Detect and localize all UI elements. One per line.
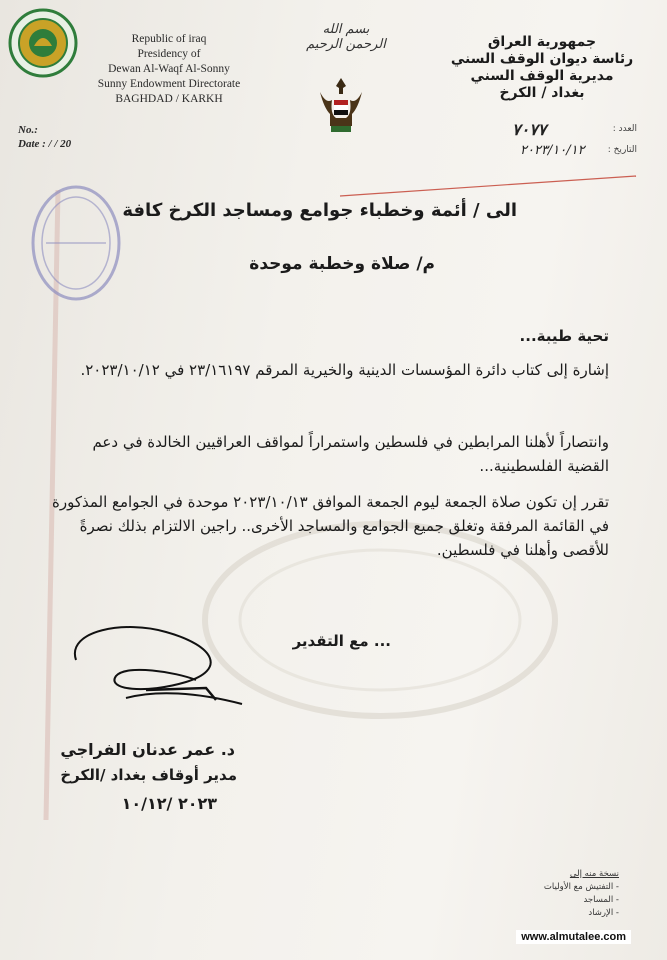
endowment-logo-icon [8, 8, 78, 78]
body-paragraph-reference: إشارة إلى كتاب دائرة المؤسسات الدينية والخيرية المرقم ٢٣/١٦١٩٧ في ٢٠٢٣/١٠/١٢. [80, 361, 609, 379]
letterhead-line: BAGHDAD / KARKH [115, 93, 223, 105]
letterhead-line: Presidency of [137, 48, 201, 60]
body-paragraph-support: وانتصاراً لأهلنا المرابطين في فلسطين واستمراراً لمواقف العراقيين الخالدة في دعم القضية الفلسطينية... [92, 433, 609, 475]
english-letterhead [74, 32, 264, 107]
closing-regards: ... مع التقدير [292, 632, 391, 650]
received-stamp-icon [30, 184, 122, 302]
letterhead-line: Dewan Al-Waqf Al-Sonny [108, 63, 230, 75]
letterhead-line: Sunny Endowment Directorate [97, 78, 241, 90]
body-paragraph-decision: تقرر إن تكون صلاة الجمعة ليوم الجمعة الموافق ٢٠٢٣/١٠/١٣ موحدة في الجوامع المذكورة في القائمة المرفقة وتغلق جميع الجوامع والمساجد الأخرى.. راجين الالتزام بذلك نصرةً للأقصى وأهلنا في فلسطين. [52, 493, 609, 559]
date-label: Date : / / 20 [18, 138, 72, 150]
copies-title: نسخة منه إلى [569, 869, 619, 879]
signer-title: مدير أوقاف بغداد /الكرخ [60, 766, 237, 784]
letterhead-line: مديرية الوقف السني [470, 68, 614, 84]
reference-number-label: العدد : [612, 124, 637, 134]
letterhead-line: بغداد / الكرخ [499, 85, 585, 101]
number-label: No.: [18, 124, 38, 136]
reference-date-value: ٢٠٢٣/١٠/١٢ [520, 143, 585, 158]
addressee-line: الى / أئمة وخطباء جوامع ومساجد الكرخ كافة [122, 200, 517, 221]
subject-line: م/ صلاة وخطبة موحدة [249, 254, 435, 274]
copies-list [469, 868, 619, 920]
handwritten-signature-icon [56, 620, 256, 720]
signature-date: ٢٠٢٣ /١٠/١٢ [121, 794, 217, 813]
arabic-letterhead [447, 34, 637, 102]
bismillah-calligraphy: بسم الله الرحمن الرحيم [306, 22, 386, 52]
reference-number-value: ٧٠٧٧ [512, 120, 547, 139]
site-watermark: www.almutalee.com [516, 930, 631, 944]
copies-item: - المساجد [583, 895, 619, 905]
letterhead-line: Republic of iraq [131, 33, 207, 45]
letterhead-line: رئاسة ديوان الوقف السني [450, 51, 634, 67]
reference-date-label: التاريخ : [607, 145, 637, 155]
greeting: تحية طيبة... [519, 327, 609, 345]
copies-item: - التفتيش مع الأوليات [543, 882, 619, 892]
letterhead-line: جمهورية العراق [487, 34, 597, 50]
signer-name: د. عمر عدنان الفراجي [60, 740, 235, 759]
eagle-emblem-icon [316, 74, 366, 136]
copies-item: - الإرشاد [588, 908, 619, 918]
